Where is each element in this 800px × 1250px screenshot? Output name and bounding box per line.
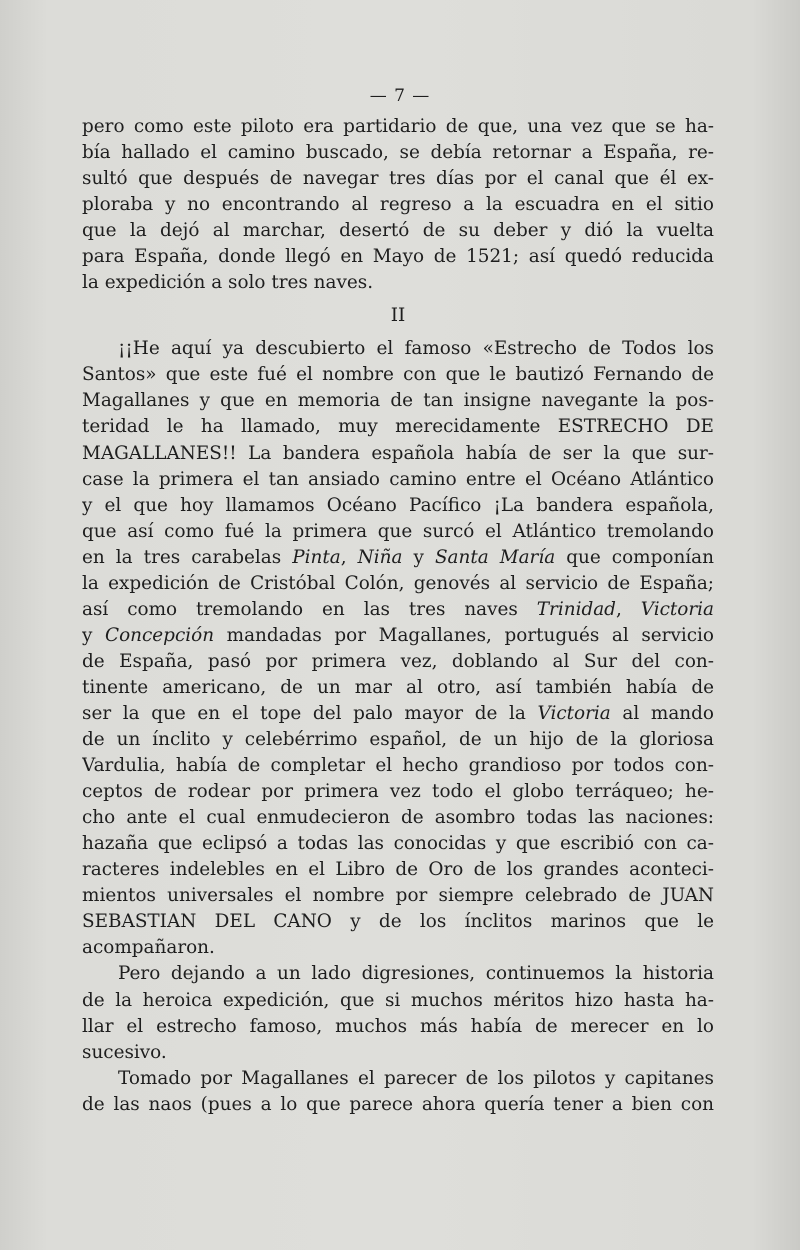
ship-name: Santa María — [434, 546, 556, 568]
ship-name: Concepción — [105, 624, 215, 646]
text-line: cho ante el cual enmudecieron de asombro todas las naciones: — [82, 807, 714, 829]
text-line: racteres indelebles en el Libro de Oro de los grandes aconteci- — [82, 859, 714, 881]
text-line: ploraba y no encontrando al regreso a la escuadra en el sitio — [82, 194, 714, 216]
text-line: Pero dejando a un lado digresiones, continuemos la historia — [118, 963, 714, 985]
text-line: que así como fué la primera que surcó el Atlántico tremolando — [82, 520, 714, 542]
ship-name: Victoria — [537, 702, 611, 724]
text-line: Santos» que este fué el nombre con que le bautizó Fernando de — [82, 364, 714, 386]
text-line: SEBASTIAN DEL CANO y de los ínclitos marinos que le — [82, 911, 714, 933]
text-line: ceptos de rodear por primera vez todo el globo terráqueo; he- — [82, 781, 714, 803]
text-line: ¡¡He aquí ya descubierto el famoso «Estrecho de Todos los — [118, 338, 714, 360]
text-line: sultó que después de navegar tres días por el canal que él ex- — [82, 168, 714, 190]
text-line: llar el estrecho famoso, muchos más había de merecer en lo — [82, 1015, 714, 1037]
text-line: para España, donde llegó en Mayo de 1521; así quedó reducida — [82, 246, 714, 268]
text-line — [82, 597, 714, 623]
page-number: — 7 — — [369, 86, 431, 106]
text-line: de un ínclito y celebérrimo español, de un hijo de la gloriosa — [82, 729, 714, 751]
text-line: y el que hoy llamamos Océano Pacífico ¡La bandera española, — [82, 494, 714, 516]
text-line: bía hallado el camino buscado, se debía retornar a España, re- — [82, 142, 714, 164]
text-line: case la primera el tan ansiado camino entre el Océano Atlántico — [82, 468, 714, 490]
text-line: hazaña que eclipsó a todas las conocidas y que escribió con ca- — [82, 833, 714, 855]
body-text — [82, 114, 714, 1118]
text-line: la expedición a solo tres naves. — [82, 272, 374, 294]
ship-name: Niña — [357, 546, 403, 568]
text-line — [82, 701, 714, 727]
text-fragment: y — [82, 624, 105, 646]
text-line: pero como este piloto era partidario de que, una vez que se ha- — [82, 116, 714, 137]
ship-name: Pinta — [292, 546, 341, 568]
section-heading: II — [390, 305, 406, 327]
text-fragment: que componían — [555, 546, 714, 568]
text-fragment: ser la que en el tope del palo mayor de la — [82, 702, 538, 724]
text-fragment: , — [340, 546, 358, 568]
text-line: que la dejó al marchar, desertó de su deber y dió la vuelta — [82, 220, 714, 242]
text-line: de España, pasó por primera vez, doblando al Sur del con- — [82, 650, 714, 672]
text-fragment: en la tres carabelas — [82, 546, 293, 568]
text-line: sucesivo. — [82, 1041, 167, 1063]
text-fragment: mandadas por Magallanes, portugués al servicio — [214, 624, 714, 646]
text-line — [82, 623, 714, 649]
text-line: mientos universales el nombre por siempre celebrado de JUAN — [82, 885, 714, 907]
text-line — [82, 545, 714, 571]
text-fragment: al mando — [610, 702, 714, 724]
text-line: Magallanes y que en memoria de tan insigne navegante la pos- — [82, 390, 714, 412]
text-line: teridad le ha llamado, muy merecidamente ESTRECHO DE — [82, 416, 714, 438]
text-line: Tomado por Magallanes el parecer de los pilotos y capitanes — [118, 1067, 714, 1089]
text-line: de la heroica expedición, que si muchos méritos hizo hasta ha- — [82, 989, 714, 1011]
ship-name: Victoria — [640, 598, 714, 620]
ship-name: Trinidad — [536, 598, 616, 620]
text-fragment: , — [615, 598, 641, 620]
text-line: de las naos (pues a lo que parece ahora quería tener a bien con — [82, 1093, 714, 1115]
text-line: tinente americano, de un mar al otro, así también había de — [82, 676, 714, 698]
text-line: la expedición de Cristóbal Colón, genovés al servicio de España; — [82, 572, 714, 594]
text-fragment: y — [402, 546, 435, 568]
text-line: Vardulia, había de completar el hecho grandioso por todos con- — [82, 755, 714, 777]
text-line: acompañaron. — [82, 937, 215, 959]
text-line: MAGALLANES!! La bandera española había de ser la que sur- — [82, 442, 714, 464]
text-fragment: así como tremolando en las tres naves — [82, 598, 537, 620]
